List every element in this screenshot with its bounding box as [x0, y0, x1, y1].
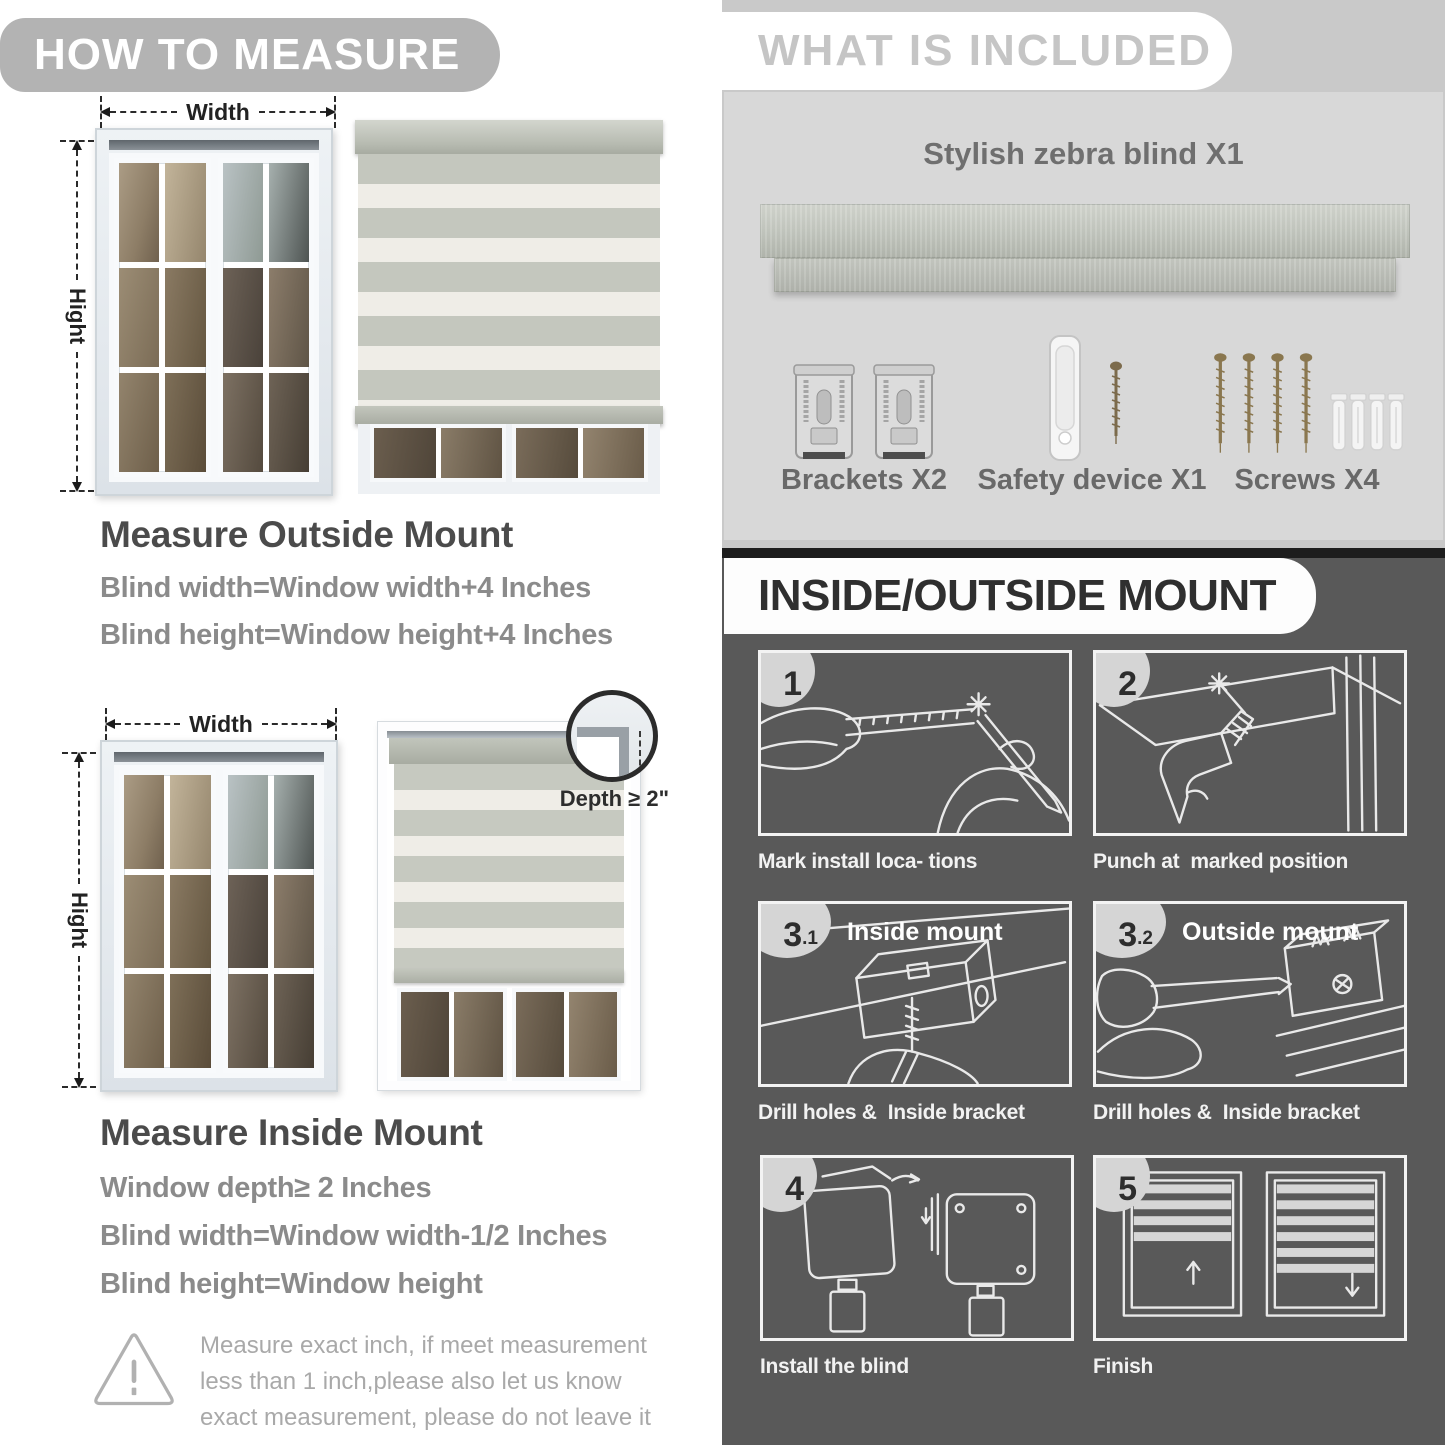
width-arrow: [105, 710, 337, 737]
step-3-2-caption: Drill holes & Inside bracket: [1093, 1101, 1360, 1124]
window-sash: [223, 770, 320, 1073]
measure-outside-heading: Measure Outside Mount: [100, 514, 514, 555]
step-3-1-caption: Drill holes & Inside bracket: [758, 1101, 1025, 1124]
blind-headrail-bottom: [774, 258, 1396, 292]
height-arrow: [66, 752, 92, 1088]
section-header-how-to-measure: [0, 18, 500, 92]
what-is-included-section: [722, 0, 1445, 548]
bracket-icon: [791, 362, 857, 466]
step-panel-3-2: [1093, 901, 1407, 1087]
step-number-badge: 4: [760, 1155, 817, 1212]
safety-device-icon: [1032, 332, 1152, 466]
arrow-down-icon: [74, 1078, 84, 1088]
step-number-badge: 1: [758, 650, 815, 707]
inside-formula-width: Blind width=Window width-1/2 Inches: [100, 1220, 608, 1252]
section-header-mount: [724, 558, 1316, 634]
section-divider: [722, 548, 1445, 558]
arrow-up-icon: [74, 752, 84, 762]
section-header-label: INSIDE/OUTSIDE MOUNT: [758, 571, 1277, 620]
height-label: Hight: [65, 287, 90, 345]
bracket-icon: [871, 362, 937, 466]
product-label: Stylish zebra blind X1: [923, 136, 1244, 171]
width-arrow: [100, 98, 336, 125]
measurement-warning: [92, 1328, 672, 1436]
outside-formula-width: Blind width=Window width+4 Inches: [100, 572, 591, 604]
height-arrow: [64, 140, 90, 492]
step-4-caption: Install the blind: [760, 1355, 909, 1378]
window-below-blind: [358, 424, 660, 494]
step-3-1-title: Inside mount: [847, 918, 1003, 946]
step-2-caption: Punch at marked position: [1093, 850, 1349, 873]
step-1-caption: Mark install loca- tions: [758, 850, 978, 873]
blind-zebra-stripes: [358, 154, 660, 406]
depth-magnifier-circle: [566, 690, 658, 782]
inside-formula-height: Blind height=Window height: [100, 1268, 483, 1300]
arrow-down-icon: [72, 482, 82, 492]
arrow-right-icon: [326, 107, 336, 117]
window-sash: [218, 158, 315, 477]
step-3-2-title: Outside mount: [1182, 918, 1359, 946]
section-header-what-is-included: [722, 12, 1232, 90]
screws-image: [1202, 330, 1412, 466]
window-top-recess: [109, 140, 319, 150]
window-below-blind: [397, 988, 621, 1081]
width-label: Width: [186, 98, 250, 125]
section-header-label: WHAT IS INCLUDED: [758, 26, 1213, 75]
step-panel-5: [1093, 1155, 1407, 1341]
blind-outside-mount-image: [358, 120, 660, 494]
measure-inside-heading: Measure Inside Mount: [100, 1112, 483, 1153]
arrow-left-icon: [105, 719, 115, 729]
blind-headrail-image: [760, 204, 1410, 258]
height-label: Hight: [67, 891, 92, 949]
brackets-label: Brackets X2: [780, 464, 948, 496]
included-content-panel: [724, 92, 1443, 540]
depth-label: Depth ≥ 2": [559, 786, 669, 811]
window-top-recess: [114, 752, 324, 762]
blind-bottom-rail: [355, 406, 663, 424]
step-panel-3-1: [758, 901, 1072, 1087]
blind-headrail: [355, 120, 663, 154]
brackets-image: [754, 330, 974, 466]
step-number-badge: 3 .2: [1093, 901, 1166, 958]
window-sash: [119, 770, 216, 1073]
inside-formula-depth: Window depth≥ 2 Inches: [100, 1172, 432, 1204]
section-header-label: HOW TO MEASURE: [34, 30, 461, 79]
step-number-badge: 5: [1093, 1155, 1150, 1212]
step-panel-2: [1093, 650, 1407, 836]
safety-device-image: [962, 330, 1222, 466]
safety-device-label: Safety device X1: [977, 464, 1207, 496]
screws-anchors-icon: [1207, 348, 1407, 466]
step-panel-1: [758, 650, 1072, 836]
step-number-badge: 3 .1: [758, 901, 831, 958]
step-5-caption: Finish: [1093, 1355, 1154, 1378]
outside-formula-height: Blind height=Window height+4 Inches: [100, 619, 613, 651]
arrow-left-icon: [100, 107, 110, 117]
screw-icon: [1110, 362, 1122, 445]
window-photo-inside-mount: [100, 740, 338, 1092]
window-sash: [114, 158, 211, 477]
window-photo-outside-mount: [95, 128, 333, 496]
how-to-measure-section: [0, 0, 722, 1445]
inside-outside-mount-section: [722, 558, 1445, 1445]
warning-text: Measure exact inch, if meet measurement less than 1 inch,please also let us know exact measurement, please do not leave it: [200, 1332, 651, 1431]
blind-bottom-rail: [394, 969, 624, 983]
arrow-up-icon: [72, 140, 82, 150]
arrow-right-icon: [327, 719, 337, 729]
width-label: Width: [189, 710, 253, 737]
step-number-badge: 2: [1093, 650, 1150, 707]
screws-label: Screws X4: [1234, 464, 1380, 496]
warning-triangle-icon: [92, 1328, 176, 1410]
step-panel-4: [760, 1155, 1074, 1341]
